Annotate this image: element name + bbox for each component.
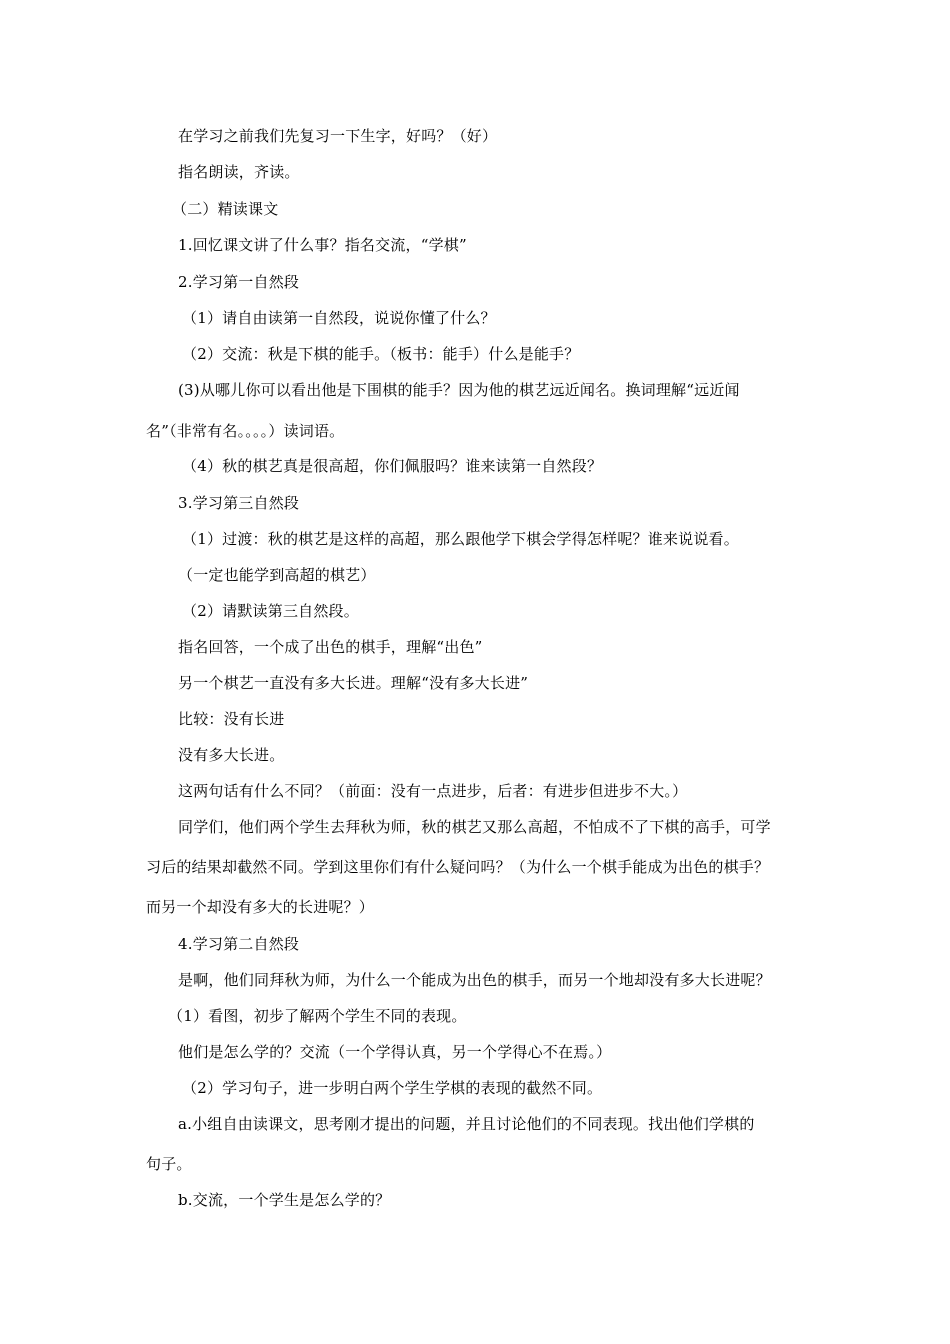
text-line-15: 指名回答，一个成了出色的棋手，理解“出色”: [178, 638, 483, 656]
text-line-11: 3.学习第三自然段: [178, 494, 300, 512]
text-line-30: b.交流，一个学生是怎么学的？: [178, 1191, 391, 1209]
text-line-14: （2）请默读第三自然段。: [182, 602, 359, 620]
text-line-16: 另一个棋艺一直没有多大长进。理解“没有多大长进”: [178, 674, 529, 692]
text-line-13: （一定也能学到高超的棋艺）: [178, 566, 376, 584]
text-line-21: 习后的结果却截然不同。学到这里你们有什么疑问吗？（为什么一个棋手能成为出色的棋手？: [146, 858, 770, 876]
text-line-10: （4）秋的棋艺真是很高超，你们佩服吗？谁来读第一自然段？: [182, 457, 603, 475]
text-line-19: 这两句话有什么不同？（前面：没有一点进步，后者：有进步但进步不大。）: [178, 782, 688, 800]
text-line-7: （2）交流：秋是下棋的能手。（板书：能手）什么是能手？: [182, 345, 580, 363]
text-line-23: 4.学习第二自然段: [178, 935, 300, 953]
text-line-4: 1.回忆课文讲了什么事？指名交流，“学棋”: [178, 236, 467, 254]
text-line-1: 在学习之前我们先复习一下生字，好吗？（好）: [178, 127, 498, 145]
text-line-28: a.小组自由读课文，思考刚才提出的问题，并且讨论他们的不同表现。找出他们学棋的: [178, 1115, 755, 1133]
text-line-5: 2.学习第一自然段: [178, 273, 300, 291]
text-line-12: （1）过渡：秋的棋艺是这样的高超，那么跟他学下棋会学得怎样呢？谁来说说看。: [182, 530, 739, 548]
text-line-27: （2）学习句子，进一步明白两个学生学棋的表现的截然不同。: [182, 1079, 603, 1097]
text-line-18: 没有多大长进。: [178, 746, 285, 764]
text-line-2: 指名朗读，齐读。: [178, 163, 300, 181]
text-line-17: 比较：没有长进: [178, 710, 285, 728]
text-line-22: 而另一个却没有多大的长进呢？）: [146, 898, 375, 916]
text-line-8: (3)从哪儿你可以看出他是下围棋的能手？因为他的棋艺远近闻名。换词理解“远近闻: [178, 381, 740, 399]
text-line-25: （1）看图，初步了解两个学生不同的表现。: [168, 1007, 467, 1025]
text-line-6: （1）请自由读第一自然段，说说你懂了什么？: [182, 309, 496, 327]
text-line-9: 名”（非常有名。。。。）读词语。: [146, 422, 345, 440]
text-line-29: 句子。: [146, 1155, 192, 1173]
text-line-20: 同学们，他们两个学生去拜秋为师，秋的棋艺又那么高超，不怕成不了下棋的高手，可学: [178, 818, 771, 836]
text-line-26: 他们是怎么学的？交流（一个学得认真，另一个学得心不在焉。）: [178, 1043, 612, 1061]
text-line-24: 是啊，他们同拜秋为师，为什么一个能成为出色的棋手，而另一个地却没有多大长进呢？: [178, 971, 771, 989]
section-heading: （二）精读课文: [172, 200, 279, 218]
